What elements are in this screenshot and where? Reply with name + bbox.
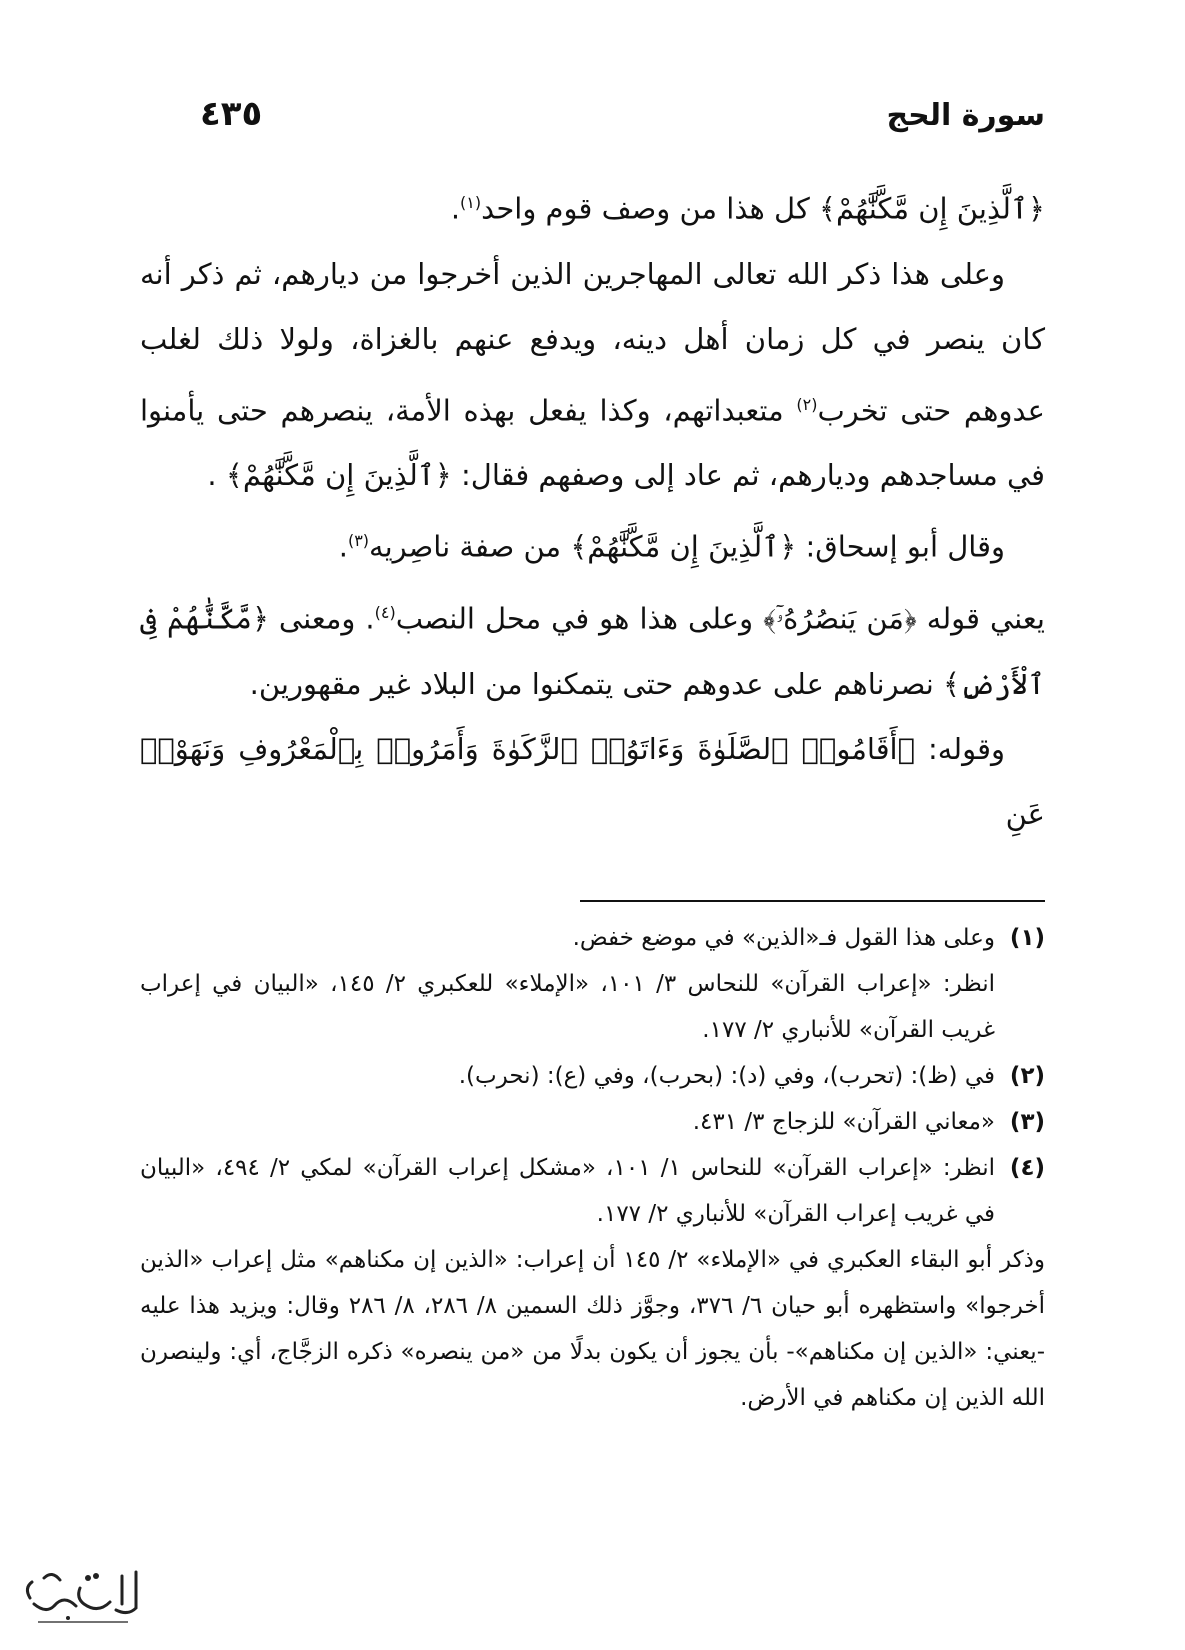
paragraph-4 — [140, 580, 1045, 717]
footnote-body — [140, 1145, 995, 1237]
footnote-number: (٢) — [1009, 1063, 1045, 1089]
footnote-number: (٣) — [1009, 1109, 1045, 1135]
text-run: كل هذا من وصف قوم واحد — [481, 191, 820, 226]
footnote-number: (٤) — [1009, 1155, 1045, 1181]
footnote-ref: (٢) — [796, 394, 818, 414]
footnote-ref: (٣) — [347, 531, 370, 551]
footnote-2 — [140, 1053, 1045, 1099]
footnote-ref: (٤) — [374, 602, 396, 622]
surah-title: سورة الحج — [886, 98, 1045, 133]
text-run: يعني قوله — [916, 601, 1045, 636]
footnote-line: «معاني القرآن» للزجاج ٣/ ٤٣١. — [692, 1109, 995, 1135]
quran-quote: ﴿ٱلَّذِينَ إِن مَّكَّنَّٰهُمْ﴾ — [225, 458, 452, 493]
page-number: ٤٣٥ — [200, 94, 263, 134]
footnote-line: انظر: «إعراب القرآن» للنحاس ٣/ ١٠١، «الإملاء» للعكبري ٢/ ١٤٥، «البيان في إعراب غريب القرآن» للأنباري ٢/ ١٧٧. — [140, 971, 995, 1043]
text-run: نصرناهم على عدوهم حتى يتمكنوا من البلاد غير مقهورين. — [249, 666, 944, 701]
footnote-3 — [140, 1099, 1045, 1145]
footnote-body — [140, 915, 995, 1053]
paragraph-2 — [140, 242, 1045, 509]
quran-quote: ﴿أَقَامُوا۟ ٱلصَّلَوٰةَ وَءَاتَوُا۟ ٱلزَّكَوٰةَ وَأَمَرُوا۟ بِٱلْمَعْرُوفِ وَنَهَوْا۟ عَنِ — [140, 731, 1045, 831]
footnote-4-continuation: وذكر أبو البقاء العكبري في «الإملاء» ٢/ ١٤٥ أن إعراب: «الذين إن مكناهم» مثل إعراب «الذين أخرجوا» واستظهره أبو حيان ٦/ ٣٧٦، وجوَّز ذلك السمين ٨/ ٢٨٦، ٨/ ٢٨٦ وقال: ويزيد هذا عليه -يعني: «الذين إن مكناهم»- بأن يجوز أن يكون بدلًا من «من ينصره» ذكره الزجَّاج، أي: ولينصرن الله الذين إن مكناهم في الأرض. — [140, 1247, 1046, 1411]
paragraph-5 — [140, 717, 1045, 847]
text-run: . — [450, 191, 461, 226]
footnote-line: انظر: «إعراب القرآن» للنحاس ١/ ١٠١، «مشكل إعراب القرآن» لمكي ٢/ ٤٩٤، «البيان في غريب إعراب القرآن» للأنباري ٢/ ١٧٧. — [140, 1155, 996, 1227]
footnote-body — [140, 1053, 995, 1099]
footnote-4 — [140, 1145, 1045, 1237]
quran-quote: ﴿مَّكَّنَّٰهُمْ فِى ٱلْأَرْضِ﴾ — [140, 601, 1045, 701]
footnote-number: (١) — [1009, 925, 1045, 951]
quran-quote: ﴿ٱلَّذِينَ إِن مَّكَّنَّٰهُمْ﴾ — [819, 191, 1045, 226]
quran-quote: ﴿ٱلَّذِينَ إِن مَّكَّنَّٰهُمْ﴾ — [570, 529, 797, 564]
text-run: وقوله: — [915, 731, 1005, 766]
footnote-line: في (ظ): (تحرب)، وفي (د): (بحرب)، وفي (ع): (نحرب). — [458, 1063, 995, 1089]
text-run: . — [207, 458, 226, 493]
main-text — [140, 170, 1045, 847]
text-run: وعلى هذا ذكر الله تعالى المهاجرين الذين أخرجوا من ديارهم، ثم ذكر أنه كان ينصر في كل زمان أهل دينه، ويدفع عنهم بالغزاة، ولولا ذلك لغلب عدوهم حتى تخرب — [140, 256, 1045, 428]
footnote-ref: (١) — [460, 193, 482, 212]
text-run: وعلى هذا هو في محل النصب — [395, 601, 764, 636]
quran-quote: ﴿مَن يَنصُرُهُۥٓ﴾ — [763, 601, 917, 636]
paragraph-3 — [140, 508, 1045, 580]
text-run: من صفة ناصِريه — [369, 529, 571, 564]
text-run: وقال أبو إسحاق: — [796, 529, 1005, 564]
publisher-logo — [18, 1558, 146, 1630]
text-run: . ومعنى — [268, 601, 375, 636]
footnote-1 — [140, 915, 1045, 1053]
footnotes — [140, 915, 1045, 1421]
footnote-body — [140, 1099, 995, 1145]
footnote-divider — [580, 900, 1045, 902]
text-run: . — [338, 529, 348, 564]
text-run: متعبداتهم، وكذا يفعل بهذه الأمة، ينصرهم حتى يأمنوا في مساجدهم وديارهم، ثم عاد إلى وصفهم فقال: — [140, 393, 1045, 493]
paragraph-1 — [140, 170, 1045, 242]
footnote-line: وعلى هذا القول فـ«الذين» في موضع خفض. — [572, 925, 995, 951]
